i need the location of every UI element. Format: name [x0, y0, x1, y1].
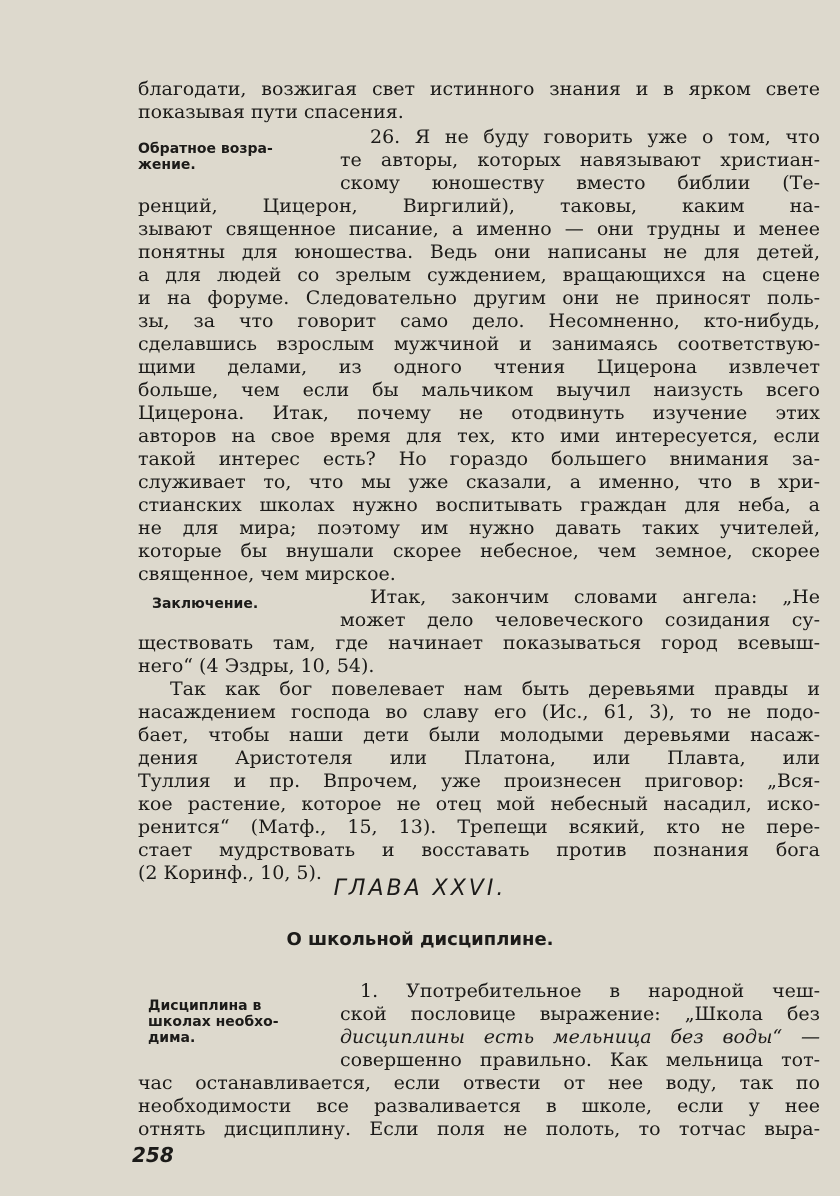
- text-line: больше, чем если бы мальчиком выучил наизусть всего: [138, 379, 820, 401]
- text-line: авторов на свое время для тех, кто ими интересуется, если: [138, 425, 820, 447]
- text-line: кое растение, которое не отец мой небесный насадил, иско-: [138, 793, 820, 815]
- text-line: зывают священное писание, а именно — они трудны и менее: [138, 218, 820, 240]
- text-line: Итак, закончим словами ангела: „Не: [370, 586, 820, 608]
- text-line: дисциплины есть мельница без воды“ —: [340, 1026, 820, 1048]
- margin-note-discipline: Дисциплина в школах необхо- дима.: [148, 998, 279, 1046]
- text-line: может дело человеческого созидания су-: [340, 609, 820, 631]
- text-line: необходимости все разваливается в школе, если у нее: [138, 1095, 820, 1117]
- text-line: щими делами, из одного чтения Цицерона извлечет: [138, 356, 820, 378]
- text-line: не для мира; поэтому им нужно давать таких учителей,: [138, 517, 820, 539]
- text-line: понятны для юношества. Ведь они написаны не для детей,: [138, 241, 820, 263]
- text-line: 1. Употребительное в народной чеш-: [360, 980, 820, 1002]
- text-line: стианских школах нужно воспитывать граждан для неба, а: [138, 494, 820, 516]
- text-line: стает мудрствовать и восставать против познания бога: [138, 839, 820, 861]
- text-line: священное, чем мирское.: [138, 563, 396, 585]
- page-number: 258: [132, 1143, 174, 1167]
- text-line: благодати, возжигая свет истинного знания и в ярком свете: [138, 78, 820, 100]
- chapter-heading: ГЛАВА XXVI.: [333, 876, 507, 901]
- text-line: ской пословице выражение: „Школа без: [340, 1003, 820, 1025]
- text-line: которые бы внушали скорее небесное, чем земное, скорее: [138, 540, 820, 562]
- text-line: служивает то, что мы уже сказали, а именно, что в хри-: [138, 471, 820, 493]
- text-line: зы, за что говорит само дело. Несомненно, кто-нибудь,: [138, 310, 820, 332]
- text-line: бает, чтобы наши дети были молодыми деревьями насаж-: [138, 724, 820, 746]
- margin-note-conclusion: Заключение.: [152, 596, 259, 612]
- text-line: сделавшись взрослым мужчиной и занимаясь соответствую-: [138, 333, 820, 355]
- text-line: скому юношеству вместо библии (Те-: [340, 172, 820, 194]
- text-line: и на форуме. Следовательно другим они не приносят поль-: [138, 287, 820, 309]
- text-line: Так как бог повелевает нам быть деревьями правды и: [170, 678, 820, 700]
- margin-note-objection: Обратное возра- жение.: [138, 141, 273, 173]
- text-line: ренций, Цицерон, Виргилий), таковы, каким на-: [138, 195, 820, 217]
- text-line: а для людей со зрелым суждением, вращающихся на сцене: [138, 264, 820, 286]
- text-line: совершенно правильно. Как мельница тот-: [340, 1049, 820, 1071]
- text-line: те авторы, которых навязывают христиан-: [340, 149, 820, 171]
- text-line: отнять дисциплину. Если поля не полоть, то тотчас выра-: [138, 1118, 820, 1140]
- text-line: насаждением господа во славу его (Ис., 61, 3), то не подо-: [138, 701, 820, 723]
- text-line: ренится“ (Матф., 15, 13). Трепещи всякий, кто не пере-: [138, 816, 820, 838]
- text-line: такой интерес есть? Но гораздо большего внимания за-: [138, 448, 820, 470]
- text-line: 26. Я не буду говорить уже о том, что: [370, 126, 820, 148]
- text-line: Цицерона. Итак, почему не отодвинуть изучение этих: [138, 402, 820, 424]
- text-line: ществовать там, где начинает показываться город всевыш-: [138, 632, 820, 654]
- text-line: Туллия и пр. Впрочем, уже произнесен приговор: „Вся-: [138, 770, 820, 792]
- text-line: него“ (4 Эздры, 10, 54).: [138, 655, 375, 677]
- text-line: (2 Коринф., 10, 5).: [138, 862, 322, 884]
- chapter-title: О школьной дисциплине.: [286, 929, 554, 950]
- text-line: дения Аристотеля или Платона, или Плавта, или: [138, 747, 820, 769]
- text-line: час останавливается, если отвести от нее воду, так по: [138, 1072, 820, 1094]
- text-line: показывая пути спасения.: [138, 101, 404, 123]
